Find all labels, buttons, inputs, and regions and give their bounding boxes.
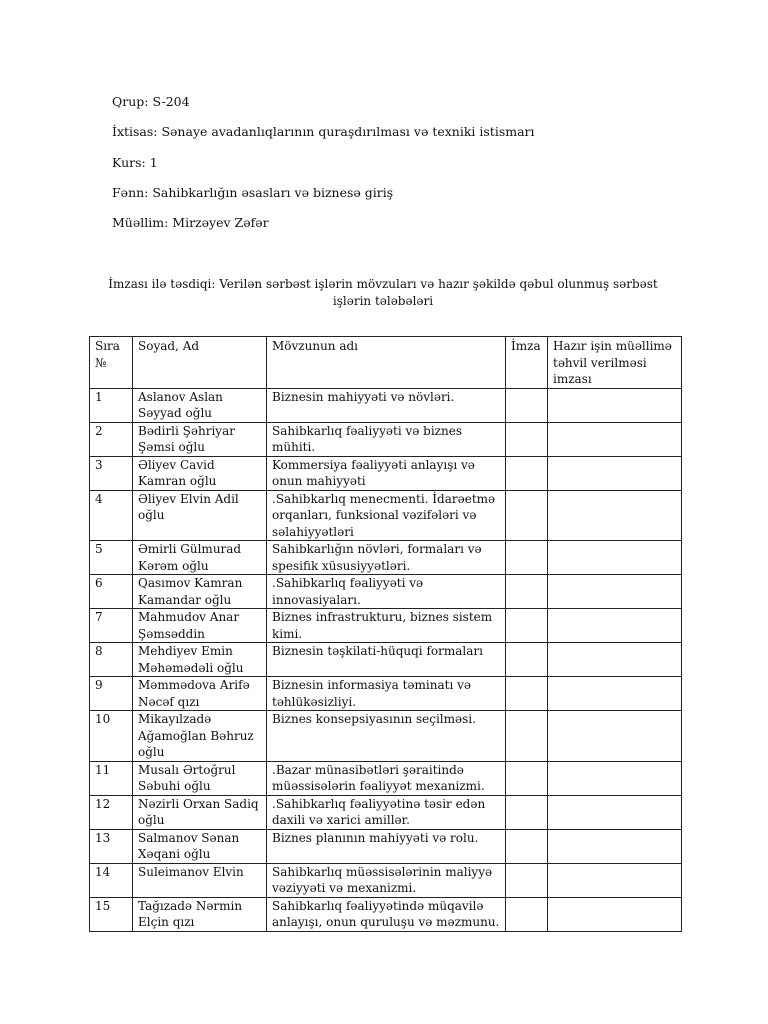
cell-topic: Sahibkarlığın növləri, formaları və spesifik xüsusiyyətləri.	[267, 541, 506, 575]
cell-teacher-signature	[548, 897, 682, 931]
cell-teacher-signature	[548, 829, 682, 863]
course-line: Kurs: 1	[112, 155, 158, 170]
cell-signature	[506, 677, 548, 711]
table-row	[90, 643, 682, 677]
table-row	[90, 829, 682, 863]
cell-signature	[506, 897, 548, 931]
cell-topic: Kommersiya fəaliyyəti anlayışı və onun mahiyyəti	[267, 456, 506, 490]
cell-name: Əliyev Elvin Adil oğlu	[133, 490, 267, 541]
cell-topic: Biznesin təşkilati-hüquqi formaları	[267, 643, 506, 677]
cell-number: 12	[90, 795, 133, 829]
cell-teacher-signature	[548, 711, 682, 762]
header-teacher-signature: Hazır işin müəllimə təhvil verilməsi imzası	[548, 337, 682, 389]
cell-topic: Biznes konsepsiyasının seçilməsi.	[267, 711, 506, 762]
cell-number: 15	[90, 897, 133, 931]
cell-number: 11	[90, 761, 133, 795]
cell-topic: Biznesin mahiyyəti və növləri.	[267, 388, 506, 422]
cell-signature	[506, 643, 548, 677]
cell-name: Mahmudov Anar Şəmsəddin	[133, 609, 267, 643]
cell-topic: .Bazar münasibətləri şəraitində müəssisələrin fəaliyyət mexanizmi.	[267, 761, 506, 795]
cell-topic: Sahibkarlıq fəaliyyəti və biznes mühiti.	[267, 422, 506, 456]
cell-topic: Biznesin informasiya təminatı və təhlükəsizliyi.	[267, 677, 506, 711]
cell-topic: .Sahibkarlıq fəaliyyətinə təsir edən daxili və xarici amillər.	[267, 795, 506, 829]
header-number: Sıra №	[90, 337, 133, 389]
cell-number: 5	[90, 541, 133, 575]
assignment-table	[89, 336, 682, 932]
cell-teacher-signature	[548, 456, 682, 490]
table-row	[90, 897, 682, 931]
cell-teacher-signature	[548, 541, 682, 575]
cell-teacher-signature	[548, 422, 682, 456]
table-row	[90, 609, 682, 643]
cell-signature	[506, 490, 548, 541]
cell-topic: .Sahibkarlıq menecmenti. İdarəetmə orqanları, funksional vəzifələri və səlahiyyətləri	[267, 490, 506, 541]
cell-topic: Biznes infrastrukturu, biznes sistem kimi.	[267, 609, 506, 643]
cell-topic: Sahibkarlıq fəaliyyətində müqavilə anlayışı, onun quruluşu və məzmunu.	[267, 897, 506, 931]
subject-line: Fənn: Sahibkarlığın əsasları və biznesə giriş	[112, 185, 394, 200]
table-row	[90, 677, 682, 711]
cell-teacher-signature	[548, 795, 682, 829]
table-row	[90, 490, 682, 541]
table-header-row	[90, 337, 682, 389]
cell-teacher-signature	[548, 609, 682, 643]
table-row	[90, 795, 682, 829]
cell-teacher-signature	[548, 490, 682, 541]
table-body	[90, 388, 682, 931]
cell-number: 1	[90, 388, 133, 422]
header-topic: Mövzunun adı	[267, 337, 506, 389]
cell-name: Nəzirli Orxan Sadiq oğlu	[133, 795, 267, 829]
cell-name: Aslanov Aslan Səyyad oğlu	[133, 388, 267, 422]
cell-name: Əliyev Cavid Kamran oğlu	[133, 456, 267, 490]
cell-name: Məmmədova Arifə Nəcəf qızı	[133, 677, 267, 711]
cell-name: Mikayılzadə Ağamoğlan Bəhruz oğlu	[133, 711, 267, 762]
group-line: Qrup: S-204	[112, 94, 190, 109]
cell-number: 10	[90, 711, 133, 762]
cell-number: 14	[90, 863, 133, 897]
table-row	[90, 711, 682, 762]
cell-name: Musalı Ərtoğrul Səbuhi oğlu	[133, 761, 267, 795]
table-row	[90, 575, 682, 609]
teacher-line: Müəllim: Mirzəyev Zəfər	[112, 215, 269, 230]
table-row	[90, 456, 682, 490]
cell-signature	[506, 863, 548, 897]
cell-topic: Biznes planının mahiyyəti və rolu.	[267, 829, 506, 863]
table-row	[90, 541, 682, 575]
cell-teacher-signature	[548, 761, 682, 795]
cell-name: Tağızadə Nərmin Elçin qızı	[133, 897, 267, 931]
cell-number: 6	[90, 575, 133, 609]
cell-teacher-signature	[548, 677, 682, 711]
cell-topic: Sahibkarlıq müəssisələrinin maliyyə vəziyyəti və mexanizmi.	[267, 863, 506, 897]
cell-teacher-signature	[548, 863, 682, 897]
cell-signature	[506, 795, 548, 829]
document-heading: İmzası ilə təsdiqi: Verilən sərbəst işlərin mövzuları və hazır şəkildə qəbul olunmuş sərbəst işlərin tələbələri	[108, 277, 658, 308]
cell-signature	[506, 609, 548, 643]
cell-number: 8	[90, 643, 133, 677]
cell-name: Qasımov Kamran Kamandar oğlu	[133, 575, 267, 609]
cell-number: 7	[90, 609, 133, 643]
table-row	[90, 761, 682, 795]
cell-number: 9	[90, 677, 133, 711]
header-signature: İmza	[506, 337, 548, 389]
cell-name: Bədirli Şəhriyar Şəmsi oğlu	[133, 422, 267, 456]
header-name: Soyad, Ad	[133, 337, 267, 389]
cell-signature	[506, 422, 548, 456]
cell-teacher-signature	[548, 643, 682, 677]
cell-name: Suleimanov Elvin	[133, 863, 267, 897]
cell-signature	[506, 761, 548, 795]
cell-name: Mehdiyev Emin Məhəmədəli oğlu	[133, 643, 267, 677]
cell-signature	[506, 541, 548, 575]
cell-signature	[506, 711, 548, 762]
cell-number: 13	[90, 829, 133, 863]
cell-signature	[506, 388, 548, 422]
cell-signature	[506, 575, 548, 609]
cell-number: 3	[90, 456, 133, 490]
cell-number: 2	[90, 422, 133, 456]
cell-teacher-signature	[548, 388, 682, 422]
table-row	[90, 388, 682, 422]
table-row	[90, 422, 682, 456]
cell-signature	[506, 456, 548, 490]
cell-topic: .Sahibkarlıq fəaliyyəti və innovasiyaları.	[267, 575, 506, 609]
specialty-line: İxtisas: Sənaye avadanlıqlarının quraşdırılması və texniki istismarı	[112, 124, 535, 139]
cell-name: Əmirli Gülmurad Kərəm oğlu	[133, 541, 267, 575]
cell-teacher-signature	[548, 575, 682, 609]
cell-signature	[506, 829, 548, 863]
cell-number: 4	[90, 490, 133, 541]
cell-name: Salmanov Sənan Xəqani oğlu	[133, 829, 267, 863]
table-row	[90, 863, 682, 897]
